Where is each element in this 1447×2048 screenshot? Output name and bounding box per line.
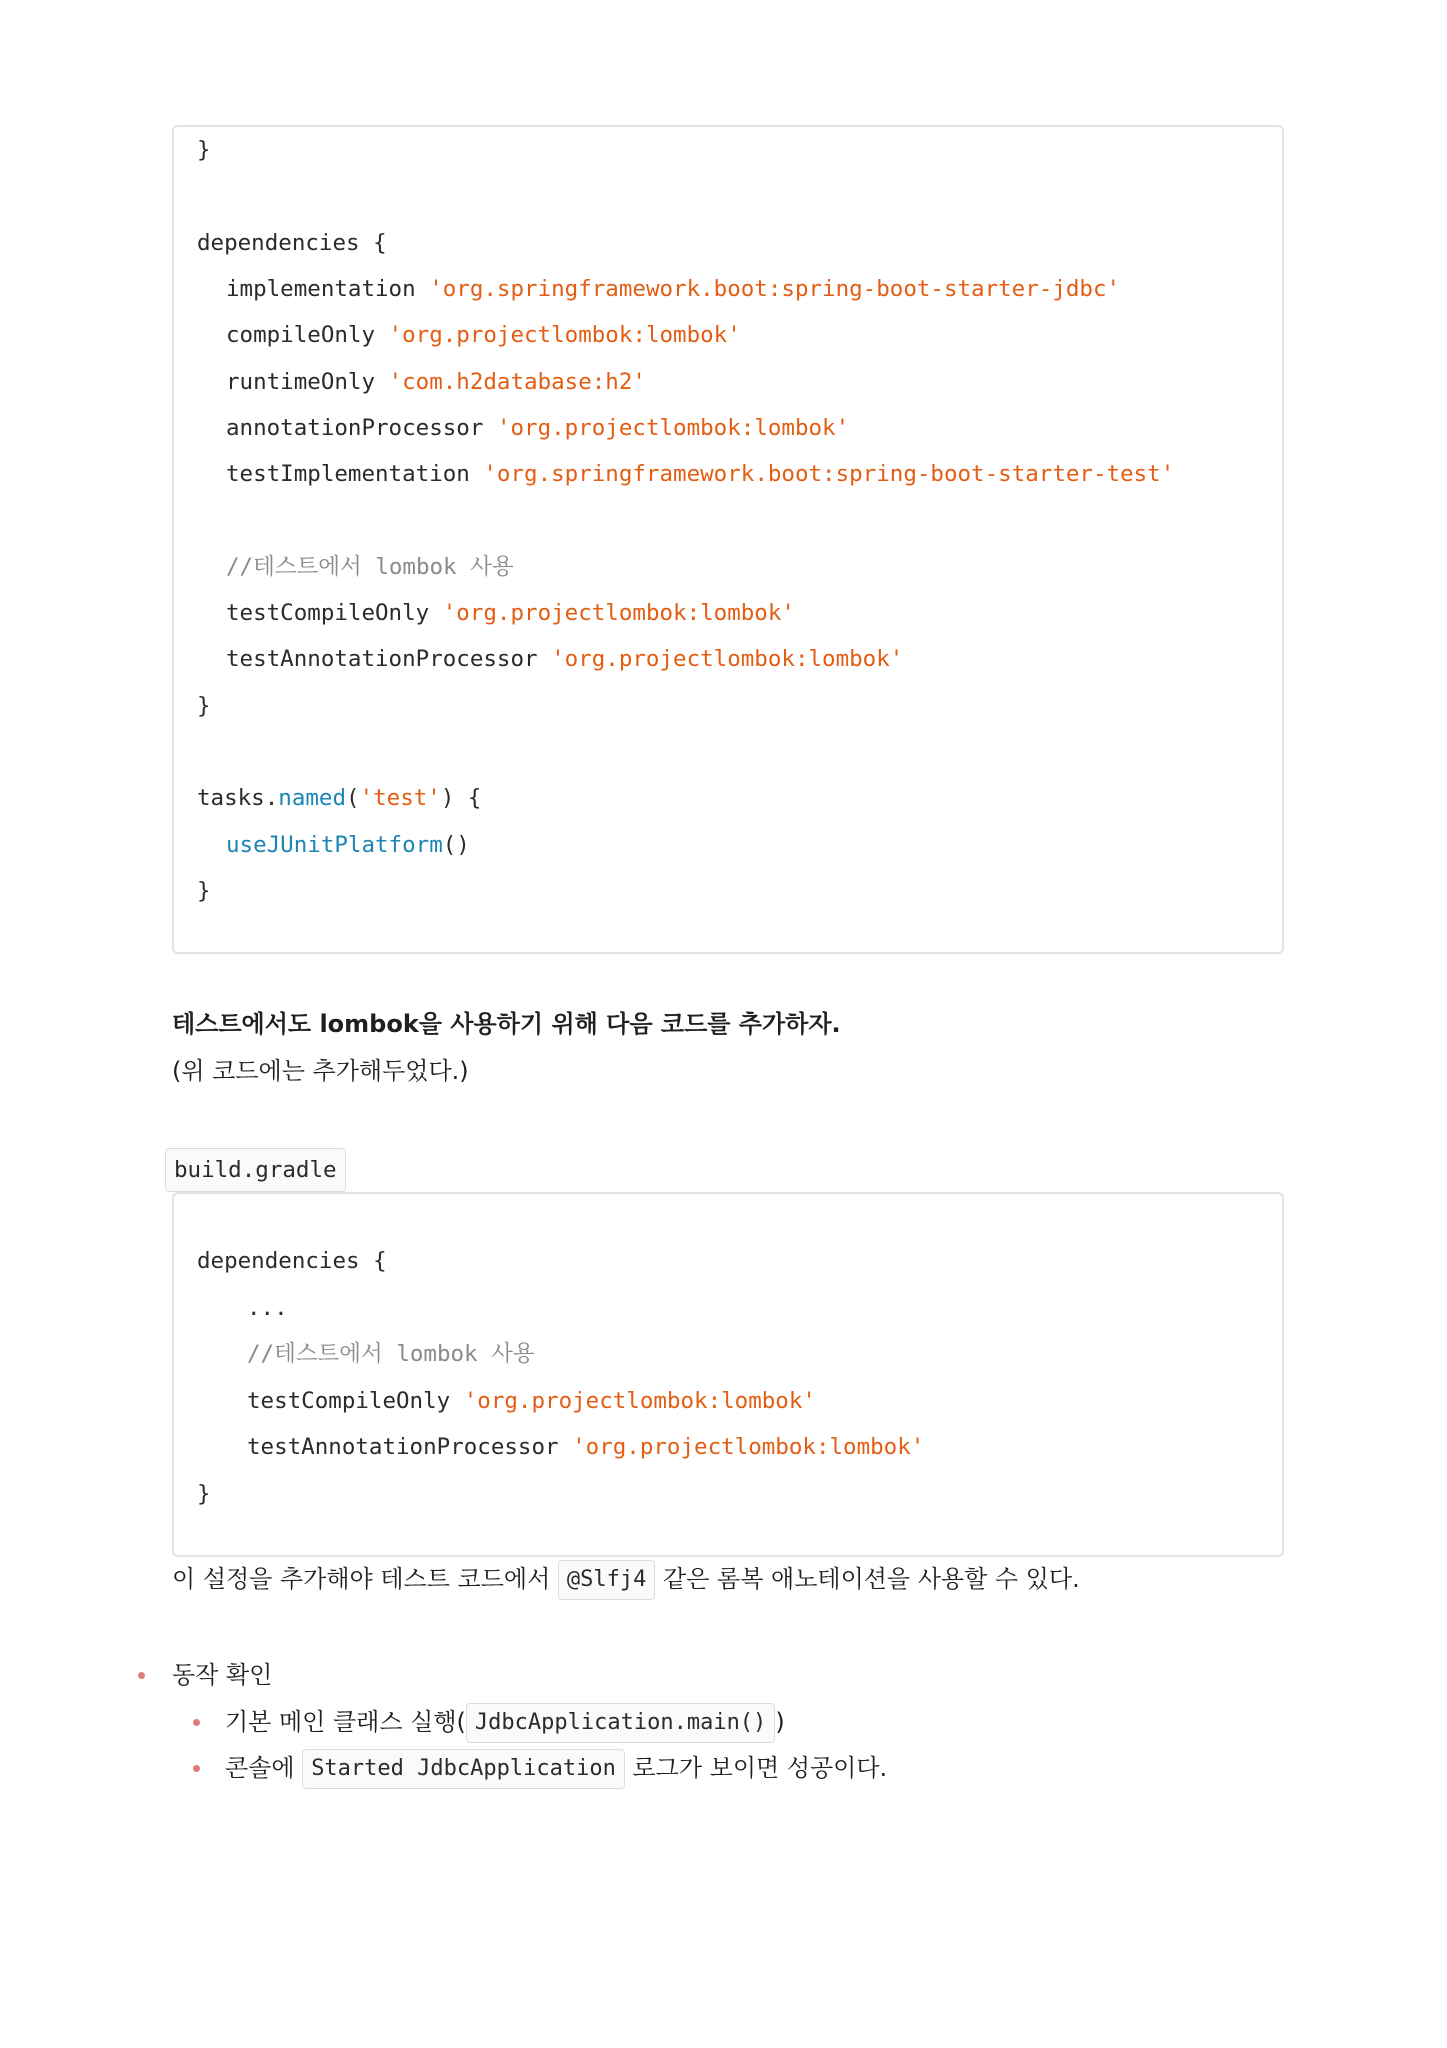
code-token: } — [197, 692, 211, 719]
code-token: runtimeOnly — [226, 368, 389, 395]
explanation-text-after: 같은 롬복 애노테이션을 사용할 수 있다. — [655, 1565, 1080, 1593]
code-token: dependencies { — [197, 229, 387, 256]
code-string: 'org.projectlombok:lombok' — [463, 1387, 816, 1414]
bullet-sub1-text-before: 기본 메인 클래스 실행( — [225, 1708, 466, 1736]
code-line — [197, 135, 211, 165]
code-token: } — [197, 877, 211, 904]
code-string: 'org.springframework.boot:spring-boot-starter-jdbc' — [429, 275, 1121, 302]
bullet-sub2 — [225, 1747, 887, 1789]
code-string: 'org.projectlombok:lombok' — [551, 646, 904, 673]
bullet-sub2-text-before: 콘솔에 — [225, 1754, 303, 1782]
code-line — [226, 367, 646, 397]
code-token: ) { — [440, 785, 482, 812]
code-line — [226, 320, 741, 350]
code-function: named — [278, 785, 347, 812]
code-line — [247, 1432, 924, 1462]
inline-code-started: Started JdbcApplication — [302, 1749, 625, 1789]
instruction-note: (위 코드에는 추가해두었다.) — [172, 1057, 469, 1085]
code-string: 'org.projectlombok:lombok' — [442, 600, 795, 626]
code-line — [226, 644, 903, 674]
code-token: } — [197, 1480, 211, 1507]
bullet-top-label: 동작 확인 — [172, 1661, 273, 1689]
code-line — [247, 1293, 288, 1323]
code-comment: //테스트에서 lombok 사용 — [226, 553, 514, 580]
code-token: ... — [247, 1294, 288, 1321]
code-line — [226, 274, 1120, 304]
code-line — [226, 459, 1174, 489]
code-token: testAnnotationProcessor — [247, 1434, 573, 1460]
code-token: testCompileOnly — [247, 1387, 464, 1414]
code-line — [226, 552, 514, 582]
code-comment: //테스트에서 lombok 사용 — [247, 1341, 535, 1367]
code-token: ( — [346, 785, 360, 812]
code-token: dependencies { — [197, 1248, 387, 1274]
code-line — [226, 830, 470, 860]
code-token: testAnnotationProcessor — [226, 646, 552, 673]
code-line — [197, 691, 211, 721]
code-token: compileOnly — [226, 322, 389, 349]
bullet-sub1 — [225, 1701, 785, 1743]
code-string: 'org.projectlombok:lombok' — [388, 322, 741, 349]
code-token: tasks. — [197, 785, 279, 812]
code-token: } — [197, 137, 211, 163]
code-line — [247, 1339, 535, 1369]
file-name-tag: build.gradle — [165, 1148, 346, 1192]
code-string: 'org.projectlombok:lombok' — [496, 414, 850, 441]
bullet-dot-sub1 — [193, 1719, 200, 1726]
code-line — [197, 228, 387, 258]
code-line — [226, 598, 795, 628]
code-token: () — [442, 831, 470, 858]
code-line — [226, 413, 849, 443]
bullet-sub1-text-after: ) — [775, 1708, 785, 1736]
code-line — [197, 876, 211, 906]
code-string: 'test' — [359, 785, 441, 812]
code-line — [197, 1479, 211, 1509]
code-token: annotationProcessor — [226, 414, 497, 441]
code-string: 'org.projectlombok:lombok' — [572, 1434, 925, 1460]
code-token: testCompileOnly — [226, 600, 443, 626]
bullet-sub2-text-after: 로그가 보이면 성공이다. — [624, 1754, 888, 1782]
code-string: 'org.springframework.boot:spring-boot-starter-test' — [483, 461, 1175, 488]
inline-code-main: JdbcApplication.main() — [466, 1703, 775, 1743]
code-line — [247, 1386, 816, 1416]
code-token: testImplementation — [226, 461, 484, 488]
instruction-heading: 테스트에서도 lombok을 사용하기 위해 다음 코드를 추가하자. — [172, 1010, 841, 1038]
explanation-text-before: 이 설정을 추가해야 테스트 코드에서 — [172, 1565, 558, 1593]
code-line — [197, 783, 481, 813]
inline-code-slf4j: @Slfj4 — [558, 1560, 655, 1600]
code-string: 'com.h2database:h2' — [388, 368, 646, 395]
bullet-dot-top — [138, 1672, 145, 1679]
bullet-dot-sub2 — [193, 1765, 200, 1772]
code-line — [197, 1246, 387, 1276]
code-function: useJUnitPlatform — [226, 831, 443, 858]
code-token: implementation — [226, 275, 430, 302]
explanation-paragraph — [172, 1558, 1080, 1600]
